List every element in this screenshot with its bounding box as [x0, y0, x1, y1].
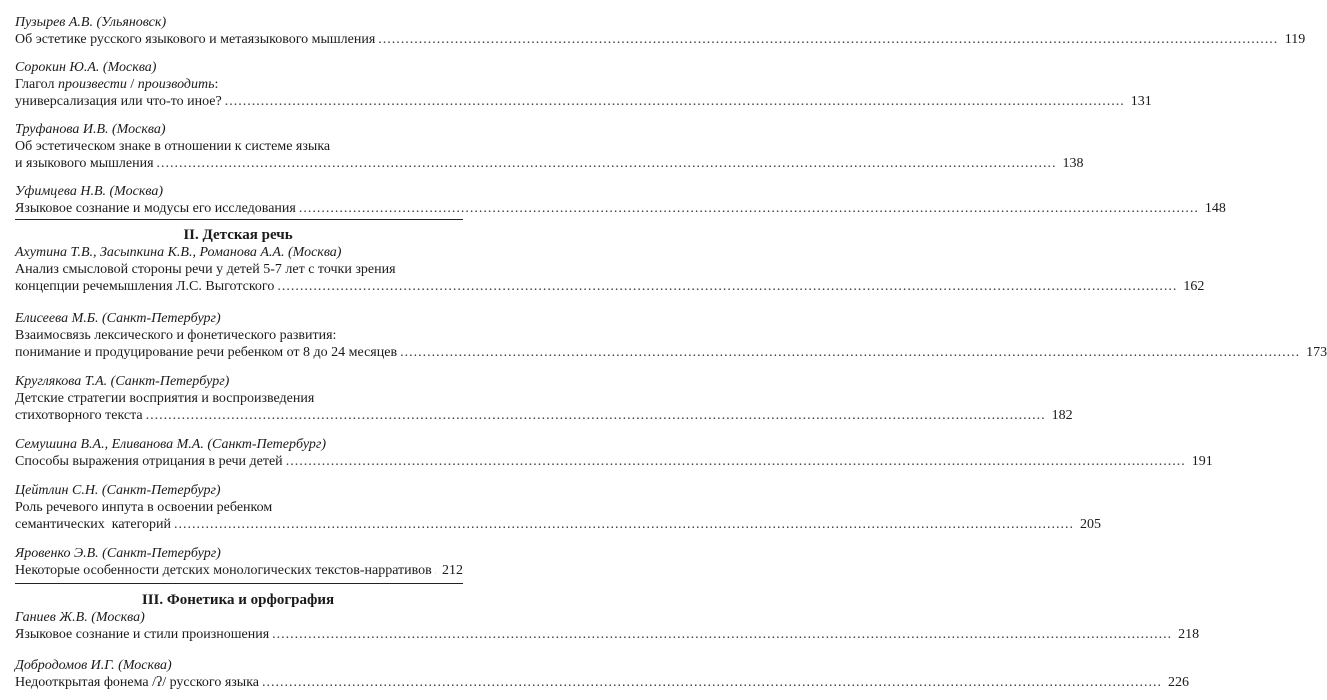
- page-number: 131: [1130, 94, 1152, 109]
- entry-title: универсализация или что-то иное?: [15, 94, 222, 109]
- entry-title: Об эстетике русского языкового и метаязыкового мышления: [15, 32, 376, 47]
- entry-title: стихотворного текста: [15, 408, 143, 423]
- leader-dots: ........................................................................................................................................................................................................: [298, 201, 1199, 216]
- entry-title-line: [15, 562, 463, 579]
- entry-title-line: Глагол произвести / производить:: [15, 77, 219, 92]
- leader-dots: ........................................................................................................................................................................................................: [277, 279, 1178, 294]
- entry-author: Елисеева М.Б. (Санкт-Петербург): [15, 311, 221, 326]
- toc-entry: [15, 183, 1226, 217]
- entry-author: Круглякова Т.А. (Санкт-Петербург): [15, 374, 230, 389]
- toc-entry: [15, 545, 463, 579]
- entry-author: Семушина В.А., Еливанова М.А. (Санкт-Петербург): [15, 437, 326, 452]
- entry-title-line: [15, 626, 1200, 643]
- leader-dots: ........................................................................................................................................................................................................: [285, 454, 1186, 469]
- entry-title-line: Детские стратегии восприятия и воспроизведения: [15, 391, 315, 406]
- entry-title-line: [15, 93, 1152, 110]
- entry-title: семантических категорий: [15, 517, 171, 532]
- entry-title-line: Взаимосвязь лексического и фонетического развития:: [15, 328, 337, 343]
- leader-dots: ........................................................................................................................................................................................................: [262, 675, 1163, 690]
- section-divider: [15, 219, 463, 220]
- entry-author: Добродомов И.Г. (Москва): [15, 658, 172, 673]
- page-number: 148: [1204, 201, 1226, 216]
- page-number: 191: [1191, 454, 1213, 469]
- leader-dots: ........................................................................................................................................................................................................: [173, 517, 1074, 532]
- entry-title-line: [15, 453, 1213, 470]
- entry-title: Некоторые особенности детских монологических текстов-нарративов: [15, 563, 432, 578]
- page-number: 205: [1079, 517, 1101, 532]
- entry-author: Сорокин Ю.А. (Москва): [15, 60, 157, 75]
- emphasis-word: производить: [137, 77, 215, 92]
- entry-author: Пузырев А.В. (Ульяновск): [15, 15, 167, 30]
- toc-entry: [15, 59, 1152, 110]
- entry-title: и языкового мышления: [15, 156, 154, 171]
- toc-entry: [15, 121, 1084, 172]
- entry-title: Языковое сознание и модусы его исследования: [15, 201, 296, 216]
- toc-entry: [15, 310, 1327, 361]
- entry-title-line: Анализ смысловой стороны речи у детей 5-7 лет с точки зрения: [15, 262, 396, 277]
- entry-title-line: [15, 278, 1205, 295]
- toc-entry: [15, 244, 1205, 295]
- entry-title-line: [15, 516, 1101, 533]
- leader-dots: ........................................................................................................................................................................................................: [400, 345, 1301, 360]
- emphasis-word: произвести: [57, 77, 127, 92]
- leader-dots: ........................................................................................................................................................................................................: [224, 94, 1125, 109]
- toc-entry: [15, 373, 1073, 424]
- entry-author: Цейтлин С.Н. (Санкт-Петербург): [15, 483, 221, 498]
- page-number: 162: [1183, 279, 1205, 294]
- leader-dots: ........................................................................................................................................................................................................: [156, 156, 1057, 171]
- section-heading: II. Детская речь: [183, 227, 293, 243]
- entry-title-line: [15, 31, 1306, 48]
- toc-entry: [15, 609, 1200, 643]
- section-divider: [15, 583, 463, 584]
- leader-dots: ........................................................................................................................................................................................................: [145, 408, 1046, 423]
- toc-entry: [15, 482, 1101, 533]
- entry-author: Ганиев Ж.В. (Москва): [15, 610, 145, 625]
- leader-dots: ........................................................................................................................................................................................................: [378, 32, 1279, 47]
- entry-title: Недооткрытая фонема /ʔ/ русского языка: [15, 675, 260, 690]
- page-number: 226: [1168, 675, 1190, 690]
- entry-author: Труфанова И.В. (Москва): [15, 122, 166, 137]
- page-number: 182: [1051, 408, 1073, 423]
- page-number: 119: [1284, 32, 1306, 47]
- entry-title-line: [15, 674, 1190, 691]
- entry-author: Ахутина Т.В., Засыпкина К.В., Романова А.А. (Москва): [15, 245, 342, 260]
- page-number: 212: [442, 563, 463, 578]
- entry-title-line: [15, 407, 1073, 424]
- entry-title: Языковое сознание и стили произношения: [15, 627, 270, 642]
- toc-entry: [15, 657, 1190, 691]
- entry-title-line: [15, 200, 1226, 217]
- page-number: 218: [1178, 627, 1200, 642]
- page-number: 173: [1306, 345, 1327, 360]
- toc-entry: [15, 436, 1213, 470]
- entry-author: Уфимцева Н.В. (Москва): [15, 184, 164, 199]
- entry-title-line: Об эстетическом знаке в отношении к системе языка: [15, 139, 331, 154]
- entry-title-line: [15, 155, 1084, 172]
- entry-author: Яровенко Э.В. (Санкт-Петербург): [15, 546, 221, 561]
- entry-title: понимание и продуцирование речи ребенком от 8 до 24 месяцев: [15, 345, 398, 360]
- entry-title: Способы выражения отрицания в речи детей: [15, 454, 283, 469]
- leader-dots: ........................................................................................................................................................................................................: [272, 627, 1173, 642]
- leader-dots: [435, 562, 436, 579]
- entry-title-line: Роль речевого инпута в освоении ребенком: [15, 500, 273, 515]
- section-heading: III. Фонетика и орфография: [141, 592, 335, 608]
- entry-title-line: [15, 344, 1327, 361]
- entry-title: концепции речемышления Л.С. Выготского: [15, 279, 275, 294]
- toc-entry: [15, 14, 1306, 48]
- page-number: 138: [1062, 156, 1084, 171]
